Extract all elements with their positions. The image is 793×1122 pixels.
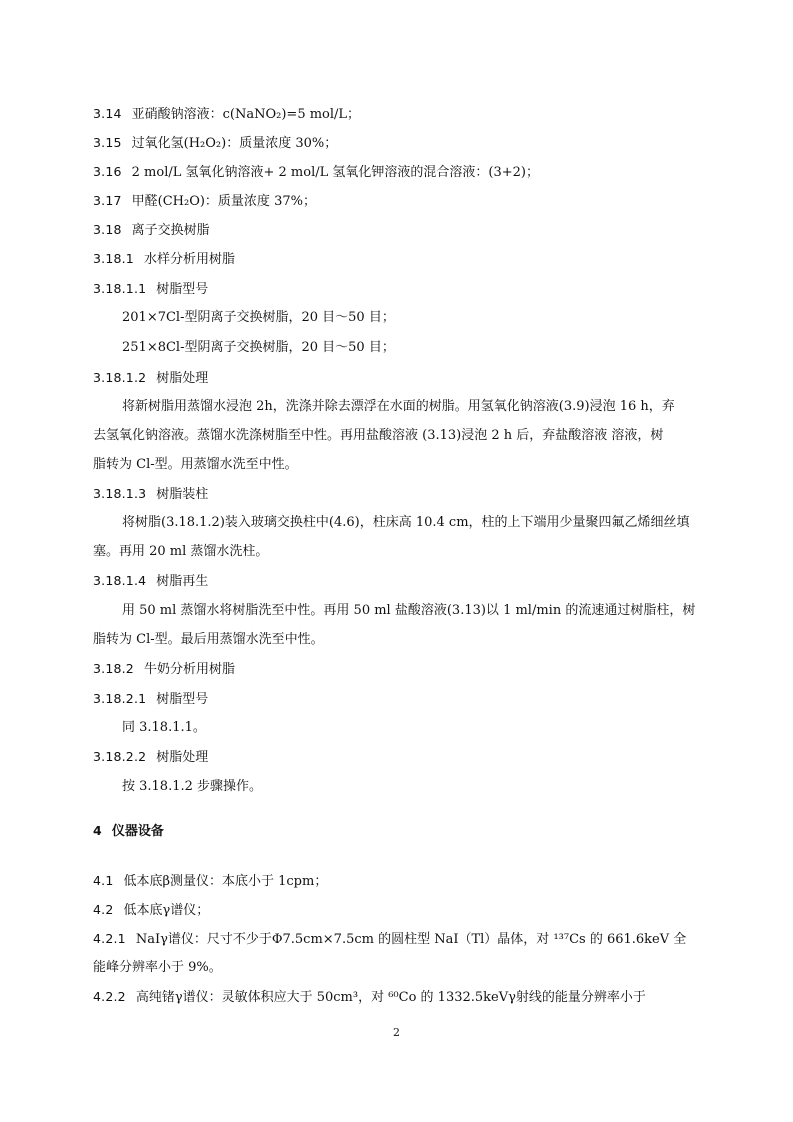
clause-number: 3.16	[93, 164, 122, 179]
clause-number: 3.18.1	[93, 251, 134, 266]
clause-text: 亚硝酸钠溶液：c(NaNO₂)=5 mol/L；	[131, 107, 361, 122]
clause-3-18-1	[93, 251, 703, 268]
body-line	[93, 632, 703, 648]
body-line	[93, 457, 703, 473]
body-text: 塞。再用 20 ml 蒸馏水洗柱。	[93, 544, 269, 559]
clause-3-18	[93, 222, 703, 239]
clause-text: 低本底γ谱仪；	[123, 903, 210, 918]
body-text: 脂转为 Cl-型。用蒸馏水洗至中性。	[93, 457, 298, 472]
clause-4-2-2	[93, 989, 703, 1006]
body-text: 用 50 ml 蒸馏水将树脂洗至中性。再用 50 ml 盐酸溶液(3.13)以 1 ml/min 的流速通过树脂柱，树	[122, 603, 696, 618]
clause-number: 3.18.1.2	[93, 370, 147, 385]
body-text: 251×8Cl-型阴离子交换树脂，20 目～50 目；	[122, 340, 395, 355]
body-text: 将树脂(3.18.1.2)装入玻璃交换柱中(4.6)，柱床高 10.4 cm，柱的上下端用少量聚四氟乙烯细丝填	[122, 515, 690, 530]
body-line	[93, 544, 703, 560]
clause-4-2-1	[93, 931, 703, 948]
clause-text: 树脂处理	[156, 750, 209, 765]
clause-3-16	[93, 164, 703, 181]
clause-number: 3.18.1.3	[93, 486, 147, 501]
clause-4-2	[93, 902, 703, 919]
clause-text: 树脂装柱	[156, 487, 209, 502]
clause-3-14	[93, 106, 703, 123]
body-line	[122, 515, 732, 531]
body-line	[122, 779, 732, 795]
clause-3-18-2-2	[93, 749, 703, 766]
clause-3-18-2-1	[93, 691, 703, 708]
body-line	[93, 960, 703, 976]
clause-text: 树脂型号	[156, 282, 209, 297]
clause-text: 离子交换树脂	[131, 223, 210, 238]
page-number: 2	[393, 1026, 400, 1039]
clause-number: 3.18.2	[93, 661, 134, 676]
body-line	[122, 310, 732, 326]
clause-3-18-1-1	[93, 281, 703, 298]
clause-number: 3.15	[93, 135, 122, 150]
clause-text: 水样分析用树脂	[143, 252, 235, 267]
body-line	[122, 603, 732, 619]
clause-number: 3.17	[93, 193, 122, 208]
body-line	[122, 720, 732, 736]
body-text: 将新树脂用蒸馏水浸泡 2h，洗涤并除去漂浮在水面的树脂。用氢氧化钠溶液(3.9)浸泡 16 h，弃	[122, 399, 675, 414]
clause-number: 3.18.1.1	[93, 281, 147, 296]
section-number: 4	[93, 823, 102, 838]
clause-3-18-2	[93, 661, 703, 678]
clause-text: 牛奶分析用树脂	[143, 662, 235, 677]
clause-text: 树脂处理	[156, 371, 209, 386]
clause-number: 3.14	[93, 106, 122, 121]
body-line	[122, 399, 732, 415]
clause-text: 树脂型号	[156, 692, 209, 707]
clause-4-1	[93, 873, 703, 890]
clause-number: 4.2	[93, 902, 114, 917]
section-title: 仪器设备	[111, 824, 164, 839]
body-text: 同 3.18.1.1。	[122, 720, 206, 735]
body-text: 按 3.18.1.2 步骤操作。	[122, 779, 263, 794]
clause-number: 3.18	[93, 222, 122, 237]
clause-number: 4.2.2	[93, 989, 126, 1004]
clause-3-18-1-3	[93, 486, 703, 503]
clause-number: 3.18.2.1	[93, 691, 147, 706]
clause-text: 2 mol/L 氢氧化钠溶液+ 2 mol/L 氢氧化钾溶液的混合溶液：(3+2)；	[131, 165, 539, 180]
clause-3-17	[93, 193, 703, 210]
body-line	[93, 428, 703, 444]
clause-number: 3.18.2.2	[93, 749, 147, 764]
clause-3-18-1-4	[93, 573, 703, 590]
clause-text: 低本底β测量仪：本底小于 1cpm；	[123, 874, 328, 889]
clause-text: 高纯锗γ谱仪：灵敏体积应大于 50cm³，对 ⁶⁰Co 的 1332.5keVγ射线的能量分辨率小于	[135, 990, 646, 1005]
body-text: 能峰分辨率小于 9%。	[93, 960, 222, 975]
clause-text: NaIγ谱仪：尺寸不少于Φ7.5cm×7.5cm 的圆柱型 NaI（Tl）晶体，对 ¹³⁷Cs 的 661.6keV 全	[135, 932, 687, 947]
clause-text: 树脂再生	[156, 574, 209, 589]
clause-3-18-1-2	[93, 370, 703, 387]
section-heading	[93, 823, 703, 840]
body-text: 201×7Cl-型阴离子交换树脂，20 目～50 目；	[122, 310, 395, 325]
body-line	[122, 340, 732, 356]
body-text: 去氢氧化钠溶液。蒸馏水洗涤树脂至中性。再用盐酸溶液 (3.13)浸泡 2 h 后，弃盐酸溶液 溶液，树	[93, 428, 664, 443]
clause-text: 甲醛(CH₂O)：质量浓度 37%；	[131, 194, 316, 209]
body-text: 脂转为 Cl-型。最后用蒸馏水洗至中性。	[93, 632, 324, 647]
clause-number: 4.1	[93, 873, 114, 888]
clause-number: 4.2.1	[93, 931, 126, 946]
clause-3-15	[93, 135, 703, 152]
clause-number: 3.18.1.4	[93, 573, 147, 588]
clause-text: 过氧化氢(H₂O₂)：质量浓度 30%；	[131, 136, 338, 151]
